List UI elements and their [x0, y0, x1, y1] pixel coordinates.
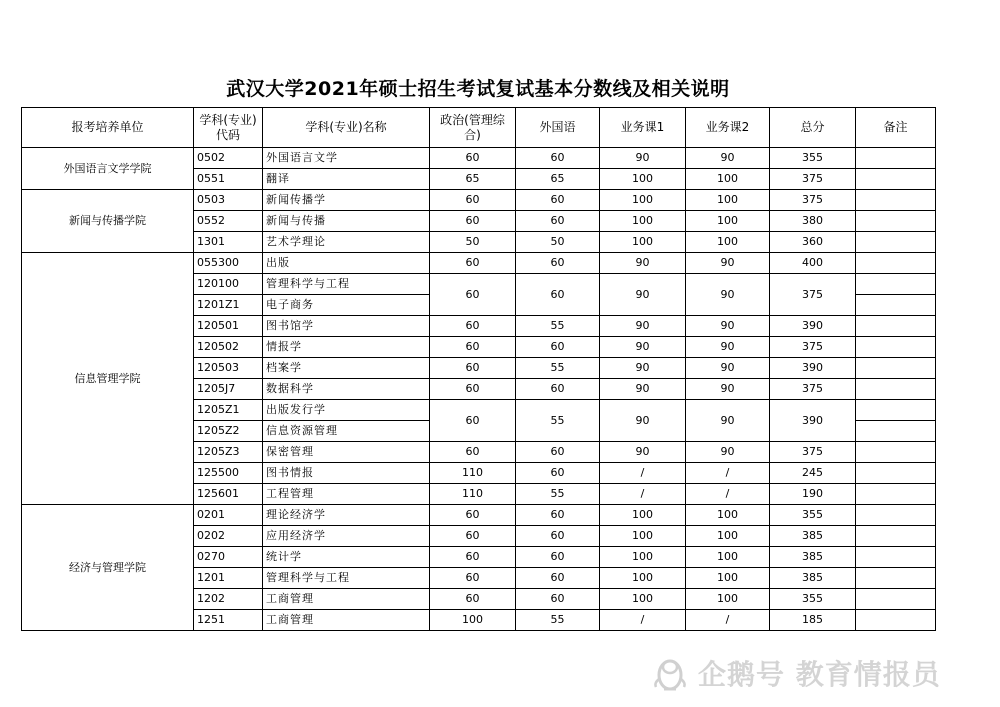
course2-cell: 100	[686, 211, 770, 232]
unit-cell: 信息管理学院	[22, 253, 194, 505]
politics-cell: 65	[430, 169, 516, 190]
watermark	[650, 648, 990, 698]
header-course1: 业务课1	[600, 108, 686, 148]
course1-cell: 100	[600, 169, 686, 190]
note-cell	[856, 505, 936, 526]
total-cell: 355	[770, 148, 856, 169]
course1-cell: 90	[600, 442, 686, 463]
note-cell	[856, 526, 936, 547]
course2-cell: 100	[686, 505, 770, 526]
note-cell	[856, 148, 936, 169]
politics-cell: 60	[430, 442, 516, 463]
code-cell: 0551	[194, 169, 263, 190]
course1-cell: 90	[600, 379, 686, 400]
total-cell: 190	[770, 484, 856, 505]
name-cell: 新闻与传播	[263, 211, 430, 232]
foreign-cell: 55	[516, 358, 600, 379]
course1-cell: 90	[600, 274, 686, 316]
foreign-cell: 55	[516, 484, 600, 505]
foreign-cell: 60	[516, 337, 600, 358]
course2-cell: /	[686, 610, 770, 631]
total-cell: 185	[770, 610, 856, 631]
header-total: 总分	[770, 108, 856, 148]
foreign-cell: 60	[516, 568, 600, 589]
code-cell: 0552	[194, 211, 263, 232]
code-cell: 0201	[194, 505, 263, 526]
note-cell	[856, 610, 936, 631]
header-row	[22, 108, 936, 148]
code-cell: 125500	[194, 463, 263, 484]
course1-cell: 100	[600, 547, 686, 568]
course1-cell: 100	[600, 526, 686, 547]
unit-cell: 经济与管理学院	[22, 505, 194, 631]
note-cell	[856, 484, 936, 505]
course1-cell: /	[600, 463, 686, 484]
total-cell: 390	[770, 316, 856, 337]
code-cell: 055300	[194, 253, 263, 274]
note-cell	[856, 274, 936, 295]
foreign-cell: 60	[516, 526, 600, 547]
name-cell: 档案学	[263, 358, 430, 379]
course2-cell: 100	[686, 526, 770, 547]
name-cell: 情报学	[263, 337, 430, 358]
total-cell: 375	[770, 379, 856, 400]
note-cell	[856, 547, 936, 568]
name-cell: 工程管理	[263, 484, 430, 505]
table-row	[22, 148, 936, 169]
total-cell: 375	[770, 274, 856, 316]
name-cell: 出版发行学	[263, 400, 430, 421]
foreign-cell: 60	[516, 442, 600, 463]
politics-cell: 60	[430, 148, 516, 169]
name-cell: 艺术学理论	[263, 232, 430, 253]
name-cell: 理论经济学	[263, 505, 430, 526]
politics-cell: 60	[430, 337, 516, 358]
course1-cell: 100	[600, 589, 686, 610]
note-cell	[856, 337, 936, 358]
total-cell: 375	[770, 337, 856, 358]
note-cell	[856, 358, 936, 379]
table-row	[22, 505, 936, 526]
course2-cell: /	[686, 463, 770, 484]
course2-cell: 90	[686, 358, 770, 379]
name-cell: 图书情报	[263, 463, 430, 484]
course1-cell: 90	[600, 148, 686, 169]
course2-cell: 100	[686, 547, 770, 568]
code-cell: 1202	[194, 589, 263, 610]
code-cell: 1205J7	[194, 379, 263, 400]
note-cell	[856, 211, 936, 232]
politics-cell: 110	[430, 484, 516, 505]
course1-cell: /	[600, 610, 686, 631]
politics-cell: 60	[430, 547, 516, 568]
watermark-text: 企鹅号 教育情报员	[698, 658, 941, 691]
foreign-cell: 60	[516, 589, 600, 610]
name-cell: 出版	[263, 253, 430, 274]
total-cell: 380	[770, 211, 856, 232]
unit-cell: 新闻与传播学院	[22, 190, 194, 253]
total-cell: 375	[770, 190, 856, 211]
course2-cell: 90	[686, 316, 770, 337]
politics-cell: 60	[430, 379, 516, 400]
code-cell: 0502	[194, 148, 263, 169]
course2-cell: 90	[686, 400, 770, 442]
course2-cell: 100	[686, 589, 770, 610]
foreign-cell: 60	[516, 463, 600, 484]
politics-cell: 60	[430, 316, 516, 337]
header-note: 备注	[856, 108, 936, 148]
course1-cell: 100	[600, 505, 686, 526]
course2-cell: 90	[686, 274, 770, 316]
total-cell: 385	[770, 547, 856, 568]
total-cell: 355	[770, 505, 856, 526]
code-cell: 1205Z2	[194, 421, 263, 442]
code-cell: 120503	[194, 358, 263, 379]
foreign-cell: 55	[516, 316, 600, 337]
course2-cell: 100	[686, 169, 770, 190]
note-cell	[856, 190, 936, 211]
name-cell: 统计学	[263, 547, 430, 568]
unit-cell: 外国语言文学学院	[22, 148, 194, 190]
code-cell: 120502	[194, 337, 263, 358]
note-cell	[856, 421, 936, 442]
course1-cell: 90	[600, 337, 686, 358]
total-cell: 400	[770, 253, 856, 274]
name-cell: 图书馆学	[263, 316, 430, 337]
note-cell	[856, 169, 936, 190]
foreign-cell: 60	[516, 379, 600, 400]
politics-cell: 60	[430, 211, 516, 232]
note-cell	[856, 568, 936, 589]
foreign-cell: 60	[516, 253, 600, 274]
code-cell: 0270	[194, 547, 263, 568]
name-cell: 管理科学与工程	[263, 274, 430, 295]
name-cell: 外国语言文学	[263, 148, 430, 169]
foreign-cell: 60	[516, 211, 600, 232]
total-cell: 385	[770, 526, 856, 547]
note-cell	[856, 463, 936, 484]
politics-cell: 60	[430, 568, 516, 589]
note-cell	[856, 589, 936, 610]
page-title: 武汉大学2021年硕士招生考试复试基本分数线及相关说明	[226, 78, 730, 100]
course1-cell: 90	[600, 316, 686, 337]
course1-cell: 90	[600, 253, 686, 274]
course1-cell: /	[600, 484, 686, 505]
name-cell: 应用经济学	[263, 526, 430, 547]
foreign-cell: 55	[516, 610, 600, 631]
code-cell: 1205Z1	[194, 400, 263, 421]
course2-cell: 100	[686, 190, 770, 211]
name-cell: 工商管理	[263, 610, 430, 631]
note-cell	[856, 442, 936, 463]
penguin-logo-icon	[650, 653, 690, 693]
code-cell: 1205Z3	[194, 442, 263, 463]
table-row	[22, 190, 936, 211]
note-cell	[856, 295, 936, 316]
name-cell: 电子商务	[263, 295, 430, 316]
foreign-cell: 60	[516, 274, 600, 316]
score-table	[21, 107, 936, 631]
name-cell: 新闻传播学	[263, 190, 430, 211]
total-cell: 390	[770, 400, 856, 442]
politics-cell: 60	[430, 589, 516, 610]
course2-cell: 90	[686, 148, 770, 169]
politics-cell: 100	[430, 610, 516, 631]
total-cell: 385	[770, 568, 856, 589]
name-cell: 翻译	[263, 169, 430, 190]
code-cell: 120100	[194, 274, 263, 295]
foreign-cell: 50	[516, 232, 600, 253]
note-cell	[856, 253, 936, 274]
politics-cell: 60	[430, 190, 516, 211]
header-unit: 报考培养单位	[22, 108, 194, 148]
header-foreign: 外国语	[516, 108, 600, 148]
code-cell: 125601	[194, 484, 263, 505]
foreign-cell: 60	[516, 547, 600, 568]
foreign-cell: 60	[516, 148, 600, 169]
course1-cell: 90	[600, 358, 686, 379]
politics-cell: 50	[430, 232, 516, 253]
code-cell: 1201	[194, 568, 263, 589]
foreign-cell: 65	[516, 169, 600, 190]
table-row	[22, 253, 936, 274]
total-cell: 245	[770, 463, 856, 484]
politics-cell: 60	[430, 505, 516, 526]
course2-cell: 100	[686, 568, 770, 589]
foreign-cell: 60	[516, 190, 600, 211]
total-cell: 375	[770, 169, 856, 190]
politics-cell: 60	[430, 400, 516, 442]
code-cell: 0503	[194, 190, 263, 211]
total-cell: 355	[770, 589, 856, 610]
politics-cell: 60	[430, 526, 516, 547]
header-name: 学科(专业)名称	[263, 108, 430, 148]
code-cell: 1251	[194, 610, 263, 631]
name-cell: 管理科学与工程	[263, 568, 430, 589]
note-cell	[856, 379, 936, 400]
total-cell: 390	[770, 358, 856, 379]
name-cell: 工商管理	[263, 589, 430, 610]
course2-cell: 90	[686, 379, 770, 400]
code-cell: 120501	[194, 316, 263, 337]
course1-cell: 100	[600, 232, 686, 253]
name-cell: 数据科学	[263, 379, 430, 400]
header-course2: 业务课2	[686, 108, 770, 148]
course1-cell: 100	[600, 190, 686, 211]
name-cell: 信息资源管理	[263, 421, 430, 442]
total-cell: 375	[770, 442, 856, 463]
header-code: 学科(专业)代码	[194, 108, 263, 148]
politics-cell: 60	[430, 274, 516, 316]
course2-cell: 100	[686, 232, 770, 253]
header-politics: 政治(管理综合)	[430, 108, 516, 148]
code-cell: 1201Z1	[194, 295, 263, 316]
course2-cell: 90	[686, 442, 770, 463]
course1-cell: 100	[600, 568, 686, 589]
foreign-cell: 55	[516, 400, 600, 442]
code-cell: 0202	[194, 526, 263, 547]
course2-cell: /	[686, 484, 770, 505]
total-cell: 360	[770, 232, 856, 253]
course2-cell: 90	[686, 253, 770, 274]
course1-cell: 90	[600, 400, 686, 442]
politics-cell: 60	[430, 358, 516, 379]
foreign-cell: 60	[516, 505, 600, 526]
note-cell	[856, 400, 936, 421]
name-cell: 保密管理	[263, 442, 430, 463]
politics-cell: 60	[430, 253, 516, 274]
note-cell	[856, 316, 936, 337]
course2-cell: 90	[686, 337, 770, 358]
politics-cell: 110	[430, 463, 516, 484]
code-cell: 1301	[194, 232, 263, 253]
course1-cell: 100	[600, 211, 686, 232]
note-cell	[856, 232, 936, 253]
